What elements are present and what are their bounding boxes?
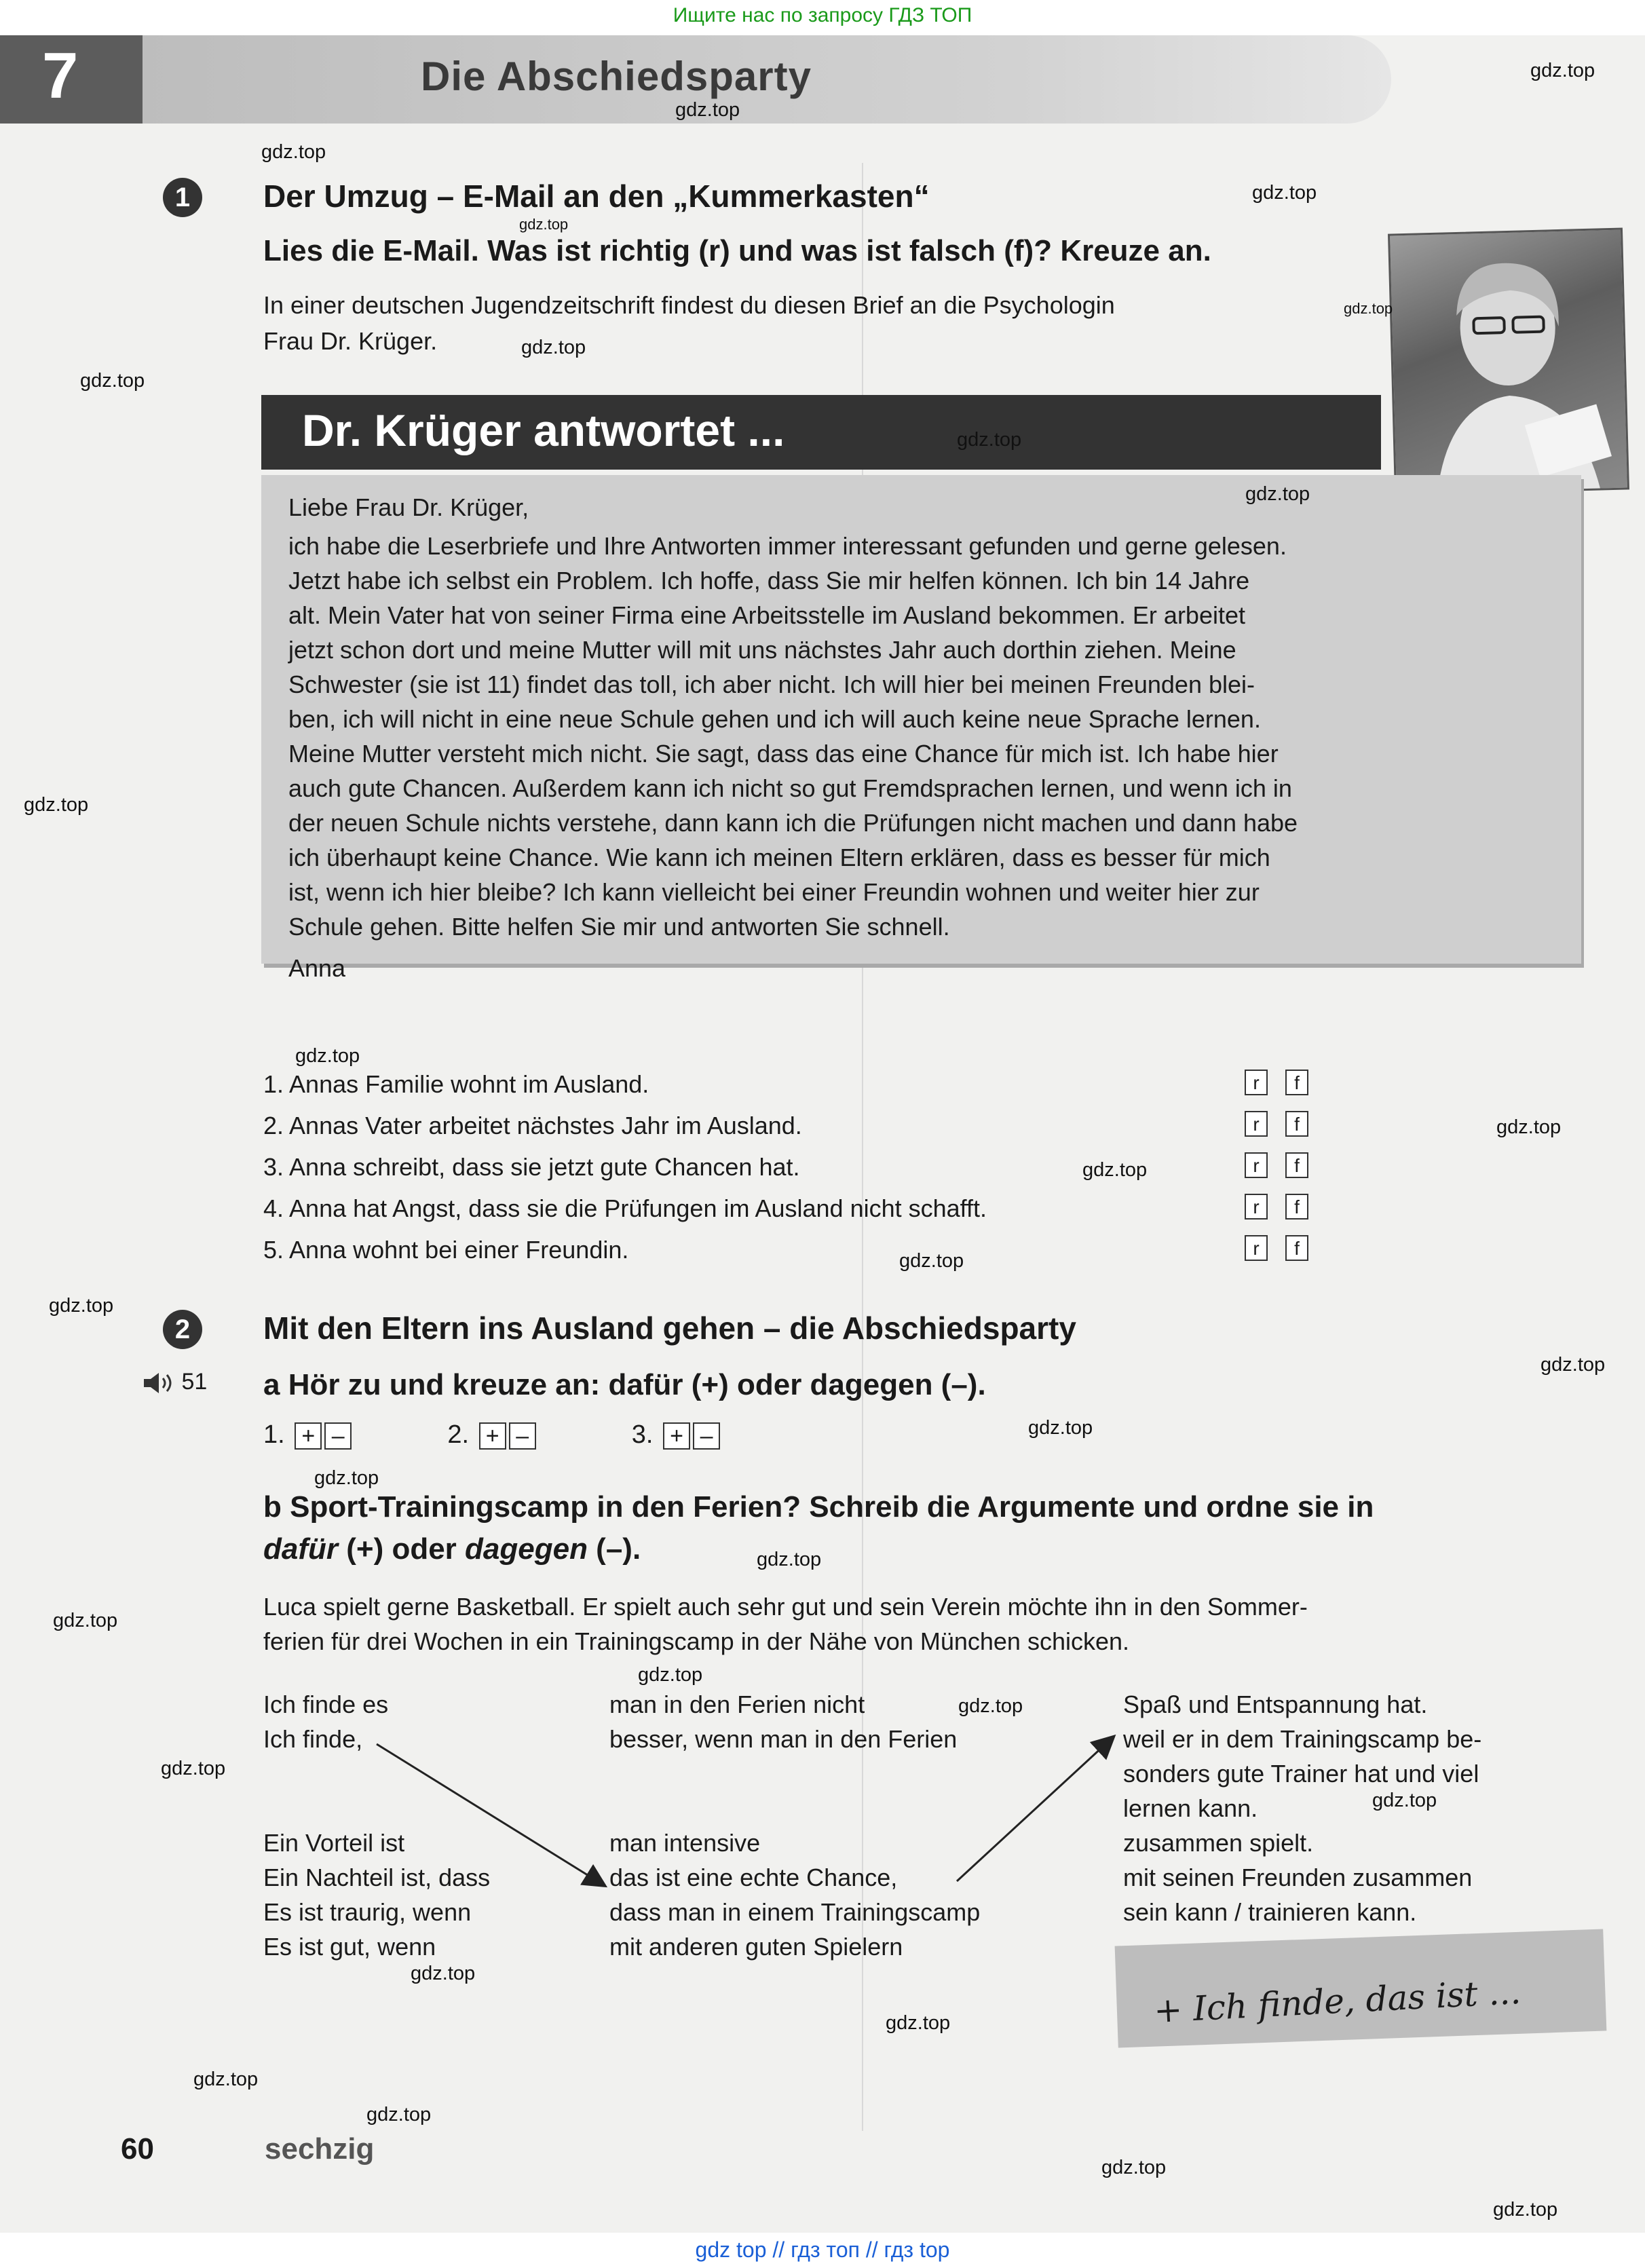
dafuer-word: dafür	[263, 1532, 338, 1566]
watermark: gdz.top	[1252, 182, 1317, 204]
watermark: gdz.top	[49, 1295, 114, 1317]
exercise-2a-task: a Hör zu und kreuze an: dafür (+) oder dagegen (–).	[263, 1368, 986, 1401]
checkbox-f[interactable]: f	[1285, 1152, 1308, 1178]
watermark: gdz.top	[519, 216, 569, 233]
letter-line: alt. Mein Vater hat von seiner Firma eine Arbeitsstelle im Ausland bekommen. Er arbeitet	[288, 601, 1245, 629]
watermark: gdz.top	[1028, 1417, 1093, 1439]
watermark: gdz.top	[53, 1610, 118, 1631]
letter-signature: Anna	[288, 954, 346, 982]
plus-checkbox[interactable]: +	[663, 1422, 690, 1450]
letter-card-title: Dr. Krüger antwortet ...	[302, 405, 785, 455]
phrase-end: zusammen spielt.	[1123, 1829, 1314, 1857]
watermark: gdz.top	[1245, 483, 1310, 505]
letter-line: ist, wenn ich hier bleibe? Ich kann vielleicht bei einer Freundin wohnen und weiter hier zur	[288, 878, 1260, 906]
watermark: gdz.top	[261, 141, 326, 163]
plus-checkbox[interactable]: +	[295, 1422, 322, 1450]
watermark: gdz.top	[411, 1963, 476, 1984]
page-title: Die Abschiedsparty	[421, 54, 812, 99]
letter-line: ich überhaupt keine Chance. Wie kann ich meinen Eltern erklären, dass es besser für mich	[288, 844, 1270, 871]
luca-text-line-1: Luca spielt gerne Basketball. Er spielt auch sehr gut und sein Verein möchte ihn in den Sommer-	[263, 1593, 1308, 1621]
watermark: gdz.top	[295, 1045, 360, 1067]
watermark: gdz.top	[521, 337, 586, 358]
statement-4: 4. Anna hat Angst, dass sie die Prüfungen im Ausland nicht schafft.	[263, 1194, 987, 1222]
checkbox-f[interactable]: f	[1285, 1235, 1308, 1261]
watermark: gdz.top	[638, 1664, 703, 1686]
item-number: 3.	[631, 1420, 654, 1449]
page-number: 60	[121, 2132, 154, 2166]
watermark: gdz.top	[161, 1758, 226, 1779]
checkbox-f[interactable]: f	[1285, 1111, 1308, 1137]
plus-checkbox[interactable]: +	[479, 1422, 506, 1450]
checkbox-f[interactable]: f	[1285, 1070, 1308, 1095]
letter-greeting: Liebe Frau Dr. Krüger,	[288, 493, 529, 521]
minus-checkbox[interactable]: –	[509, 1422, 536, 1450]
exercise-2-number: 2	[163, 1310, 202, 1349]
phrase-end: Spaß und Entspannung hat.	[1123, 1690, 1428, 1718]
phrase-start: Es ist gut, wenn	[263, 1933, 436, 1961]
statement-3: 3. Anna schreibt, dass sie jetzt gute Chancen hat.	[263, 1153, 800, 1181]
watermark: gdz.top	[24, 794, 89, 816]
watermark: gdz.top	[1372, 1790, 1437, 1811]
phrase-start: Ich finde,	[263, 1725, 363, 1753]
luca-text-line-2: ferien für drei Wochen in ein Trainingscamp in der Nähe von München schicken.	[263, 1627, 1130, 1655]
intro-line-2: Frau Dr. Krüger.	[263, 327, 438, 355]
minus-checkbox[interactable]: –	[324, 1422, 352, 1450]
exercise-1-number: 1	[163, 178, 202, 217]
checkbox-r[interactable]: r	[1245, 1070, 1268, 1095]
letter-line: ben, ich will nicht in eine neue Schule gehen und ich will auch keine neue Sprache lernen.	[288, 705, 1261, 733]
watermark: gdz.top	[1082, 1159, 1148, 1181]
task-text: (–).	[587, 1532, 641, 1566]
exercise-1-heading: Der Umzug – E-Mail an den „Kummerkasten“	[263, 178, 930, 214]
phrase-end: weil er in dem Trainingscamp be-	[1123, 1725, 1482, 1753]
item-number: 1.	[263, 1420, 285, 1449]
watermark: gdz.top	[1496, 1116, 1562, 1138]
intro-line-1: In einer deutschen Jugendzeitschrift findest du diesen Brief an die Psychologin	[263, 291, 1115, 319]
top-banner: Ищите нас по запросу ГДЗ ТОП	[0, 0, 1645, 35]
task-text: (+) oder	[338, 1532, 466, 1566]
phrase-start: Ein Vorteil ist	[263, 1829, 405, 1857]
letter-line: Meine Mutter versteht mich nicht. Sie sagt, dass das eine Chance für mich ist. Ich habe hier	[288, 740, 1279, 768]
letter-line: jetzt schon dort und meine Mutter will mit uns nächstes Jahr auch dorthin ziehen. Meine	[288, 636, 1236, 664]
letter-line: auch gute Chancen. Außerdem kann ich nicht so gut Fremdsprachen lernen, und wenn ich in	[288, 774, 1292, 802]
minus-checkbox[interactable]: –	[693, 1422, 720, 1450]
checkbox-r[interactable]: r	[1245, 1152, 1268, 1178]
example-note-text: + Ich finde, das ist ...	[1152, 1971, 1522, 2031]
phrase-start: Es ist traurig, wenn	[263, 1898, 472, 1926]
checkbox-r[interactable]: r	[1245, 1194, 1268, 1220]
phrase-end: sonders gute Trainer hat und viel	[1123, 1760, 1479, 1788]
item-number: 2.	[447, 1420, 470, 1449]
letter-line: Schwester (sie ist 11) findet das toll, ich aber nicht. Ich will hier bei meinen Freunden blei-	[288, 670, 1255, 698]
letter-line: Schule gehen. Bitte helfen Sie mir und antworten Sie schnell.	[288, 913, 950, 941]
phrase-middle: mit anderen guten Spielern	[609, 1933, 903, 1961]
watermark: gdz.top	[314, 1467, 379, 1489]
statement-1: 1. Annas Familie wohnt im Ausland.	[263, 1070, 649, 1098]
phrase-middle: das ist eine echte Chance,	[609, 1864, 898, 1891]
watermark: gdz.top	[80, 370, 145, 392]
audio-track-number: 51	[181, 1369, 208, 1395]
letter-line: ich habe die Leserbriefe und Ihre Antworten immer interessant gefunden und gerne gelesen.	[288, 532, 1287, 560]
phrase-end: sein kann / trainieren kann.	[1123, 1898, 1417, 1926]
watermark: gdz.top	[1344, 300, 1393, 317]
arrow-line	[957, 1737, 1113, 1881]
exercise-2b-task-line-1: b Sport-Trainingscamp in den Ferien? Schreib die Argumente und ordne sie in	[263, 1490, 1374, 1524]
watermark: gdz.top	[886, 2012, 951, 2034]
phrase-start: Ich finde es	[263, 1690, 389, 1718]
watermark: gdz.top	[675, 99, 740, 121]
exercise-1-task: Lies die E-Mail. Was ist richtig (r) und was ist falsch (f)? Kreuze an.	[263, 234, 1211, 267]
watermark: gdz.top	[958, 1695, 1023, 1717]
unit-number: 7	[0, 35, 143, 124]
letter-line: Jetzt habe ich selbst ein Problem. Ich hoffe, dass Sie mir helfen können. Ich bin 14 Jahre	[288, 567, 1250, 594]
watermark: gdz.top	[1493, 2199, 1558, 2220]
watermark: gdz.top	[193, 2068, 259, 2090]
watermark: gdz.top	[366, 2104, 432, 2125]
watermark: gdz.top	[1101, 2157, 1167, 2178]
phrase-middle: dass man in einem Trainingscamp	[609, 1898, 981, 1926]
phrase-start: Ein Nachteil ist, dass	[263, 1864, 491, 1891]
phrase-middle: besser, wenn man in den Ferien	[609, 1725, 958, 1753]
checkbox-r[interactable]: r	[1245, 1235, 1268, 1261]
watermark: gdz.top	[757, 1549, 822, 1570]
page-number-word: sechzig	[265, 2132, 375, 2166]
watermark: gdz.top	[899, 1250, 964, 1272]
arrow-line	[377, 1744, 604, 1885]
checkbox-f[interactable]: f	[1285, 1194, 1308, 1220]
phrase-middle: man in den Ferien nicht	[609, 1690, 865, 1718]
bottom-banner: gdz top // гдз топ // гдз top	[0, 2233, 1645, 2268]
phrase-end: lernen kann.	[1123, 1794, 1258, 1822]
dagegen-word: dagegen	[465, 1532, 588, 1566]
exercise-2-heading: Mit den Eltern ins Ausland gehen – die Abschiedsparty	[263, 1310, 1076, 1346]
letter-line: der neuen Schule nichts verstehe, dann kann ich die Prüfungen nicht machen und dann habe	[288, 809, 1298, 837]
phrase-middle: man intensive	[609, 1829, 761, 1857]
watermark: gdz.top	[957, 429, 1022, 451]
watermark: gdz.top	[1540, 1354, 1606, 1376]
watermark: gdz.top	[1530, 60, 1595, 81]
phrase-end: mit seinen Freunden zusammen	[1123, 1864, 1473, 1891]
statement-5: 5. Anna wohnt bei einer Freundin.	[263, 1236, 629, 1264]
checkbox-r[interactable]: r	[1245, 1111, 1268, 1137]
statement-2: 2. Annas Vater arbeitet nächstes Jahr im Ausland.	[263, 1112, 802, 1139]
